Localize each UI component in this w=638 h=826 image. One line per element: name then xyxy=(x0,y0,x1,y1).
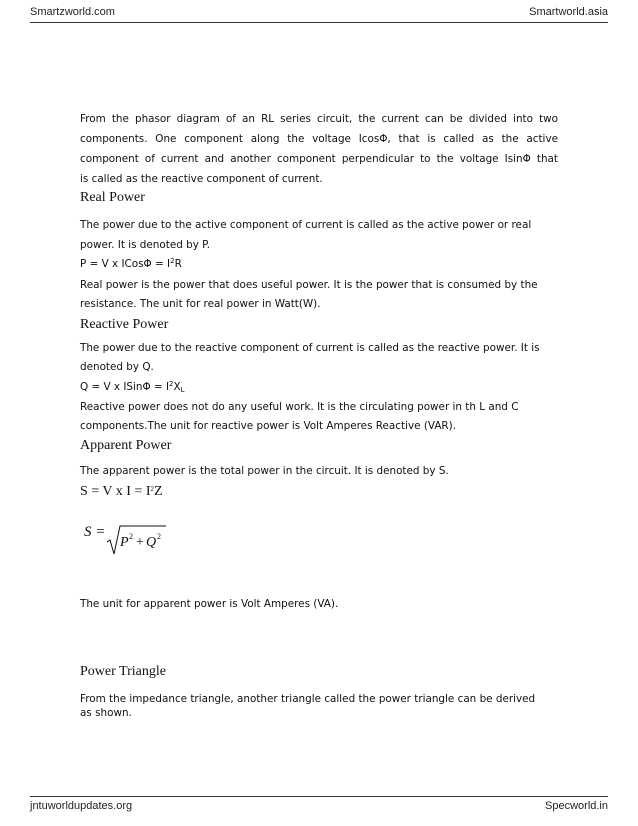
real-power-line-3: Real power is the power that does useful power. It is the power that is consumed by the xyxy=(80,279,538,291)
apparent-power-line-1: The apparent power is the total power in the circuit. It is denoted by S. xyxy=(80,465,449,477)
sqrt-formula-lhs: S = xyxy=(84,524,106,540)
intro-line-4: is called as the reactive component of current. xyxy=(80,173,323,185)
sqrt-formula-p: P xyxy=(120,535,129,550)
reactive-power-line-1: The power due to the reactive component of current is called as the reactive power. It is xyxy=(80,342,540,354)
apparent-power-formula-exponent: 2 xyxy=(150,485,155,493)
footer-right-site: Specworld.in xyxy=(545,800,608,812)
footer-left-site: jntuworldupdates.org xyxy=(30,800,133,812)
real-power-line-2: power. It is denoted by P. xyxy=(80,239,211,251)
power-triangle-heading: Power Triangle xyxy=(80,664,166,679)
apparent-power-sqrt-formula xyxy=(80,518,180,560)
real-power-heading: Real Power xyxy=(80,190,145,205)
sqrt-formula-q: Q xyxy=(146,535,157,550)
apparent-power-formula-prefix: S = V x I = I xyxy=(80,484,151,499)
reactive-power-formula-prefix: Q = V x ISinΦ = I xyxy=(80,381,170,393)
footer-rule xyxy=(30,796,608,797)
power-triangle-line-1: From the impedance triangle, another triangle called the power triangle can be derived xyxy=(80,693,536,705)
reactive-power-line-2: denoted by Q. xyxy=(80,361,154,373)
power-triangle-line-2: as shown. xyxy=(80,707,132,719)
reactive-power-heading: Reactive Power xyxy=(80,317,169,332)
apparent-power-unit: The unit for apparent power is Volt Amperes (VA). xyxy=(80,598,339,610)
reactive-power-formula xyxy=(80,381,185,393)
header-left-site: Smartzworld.com xyxy=(30,6,115,18)
reactive-power-formula-exponent: 2 xyxy=(169,380,174,388)
sqrt-formula-p-exponent: 2 xyxy=(129,532,133,541)
reactive-power-formula-subscript: L xyxy=(180,386,185,394)
intro-line-1: From the phasor diagram of an RL series circuit, the current can be divided into two xyxy=(80,113,558,125)
real-power-formula xyxy=(80,258,182,270)
real-power-formula-suffix: R xyxy=(174,258,182,270)
real-power-formula-exponent: 2 xyxy=(170,257,175,265)
reactive-power-formula-x: X xyxy=(173,381,181,393)
real-power-formula-prefix: P = V x ICosΦ = I xyxy=(80,258,171,270)
real-power-line-4: resistance. The unit for real power in Watt(W). xyxy=(80,298,321,310)
sqrt-formula-q-exponent: 2 xyxy=(157,532,161,541)
real-power-line-1: The power due to the active component of current is called as the active power or real xyxy=(80,219,532,231)
intro-line-2: components. One component along the voltage IcosΦ, that is called as the active xyxy=(80,133,558,145)
apparent-power-heading: Apparent Power xyxy=(80,438,172,453)
sqrt-formula-plus: + xyxy=(136,535,144,550)
header-right-site: Smartworld.asia xyxy=(529,6,608,18)
header-rule xyxy=(30,22,608,23)
apparent-power-formula xyxy=(80,484,163,500)
intro-line-3: component of current and another component perpendicular to the voltage IsinΦ that xyxy=(80,153,558,165)
reactive-power-line-3: Reactive power does not do any useful work. It is the circulating power in th L and C xyxy=(80,401,519,413)
reactive-power-line-4: components.The unit for reactive power is Volt Amperes Reactive (VAR). xyxy=(80,420,456,432)
apparent-power-formula-suffix: Z xyxy=(154,484,163,499)
